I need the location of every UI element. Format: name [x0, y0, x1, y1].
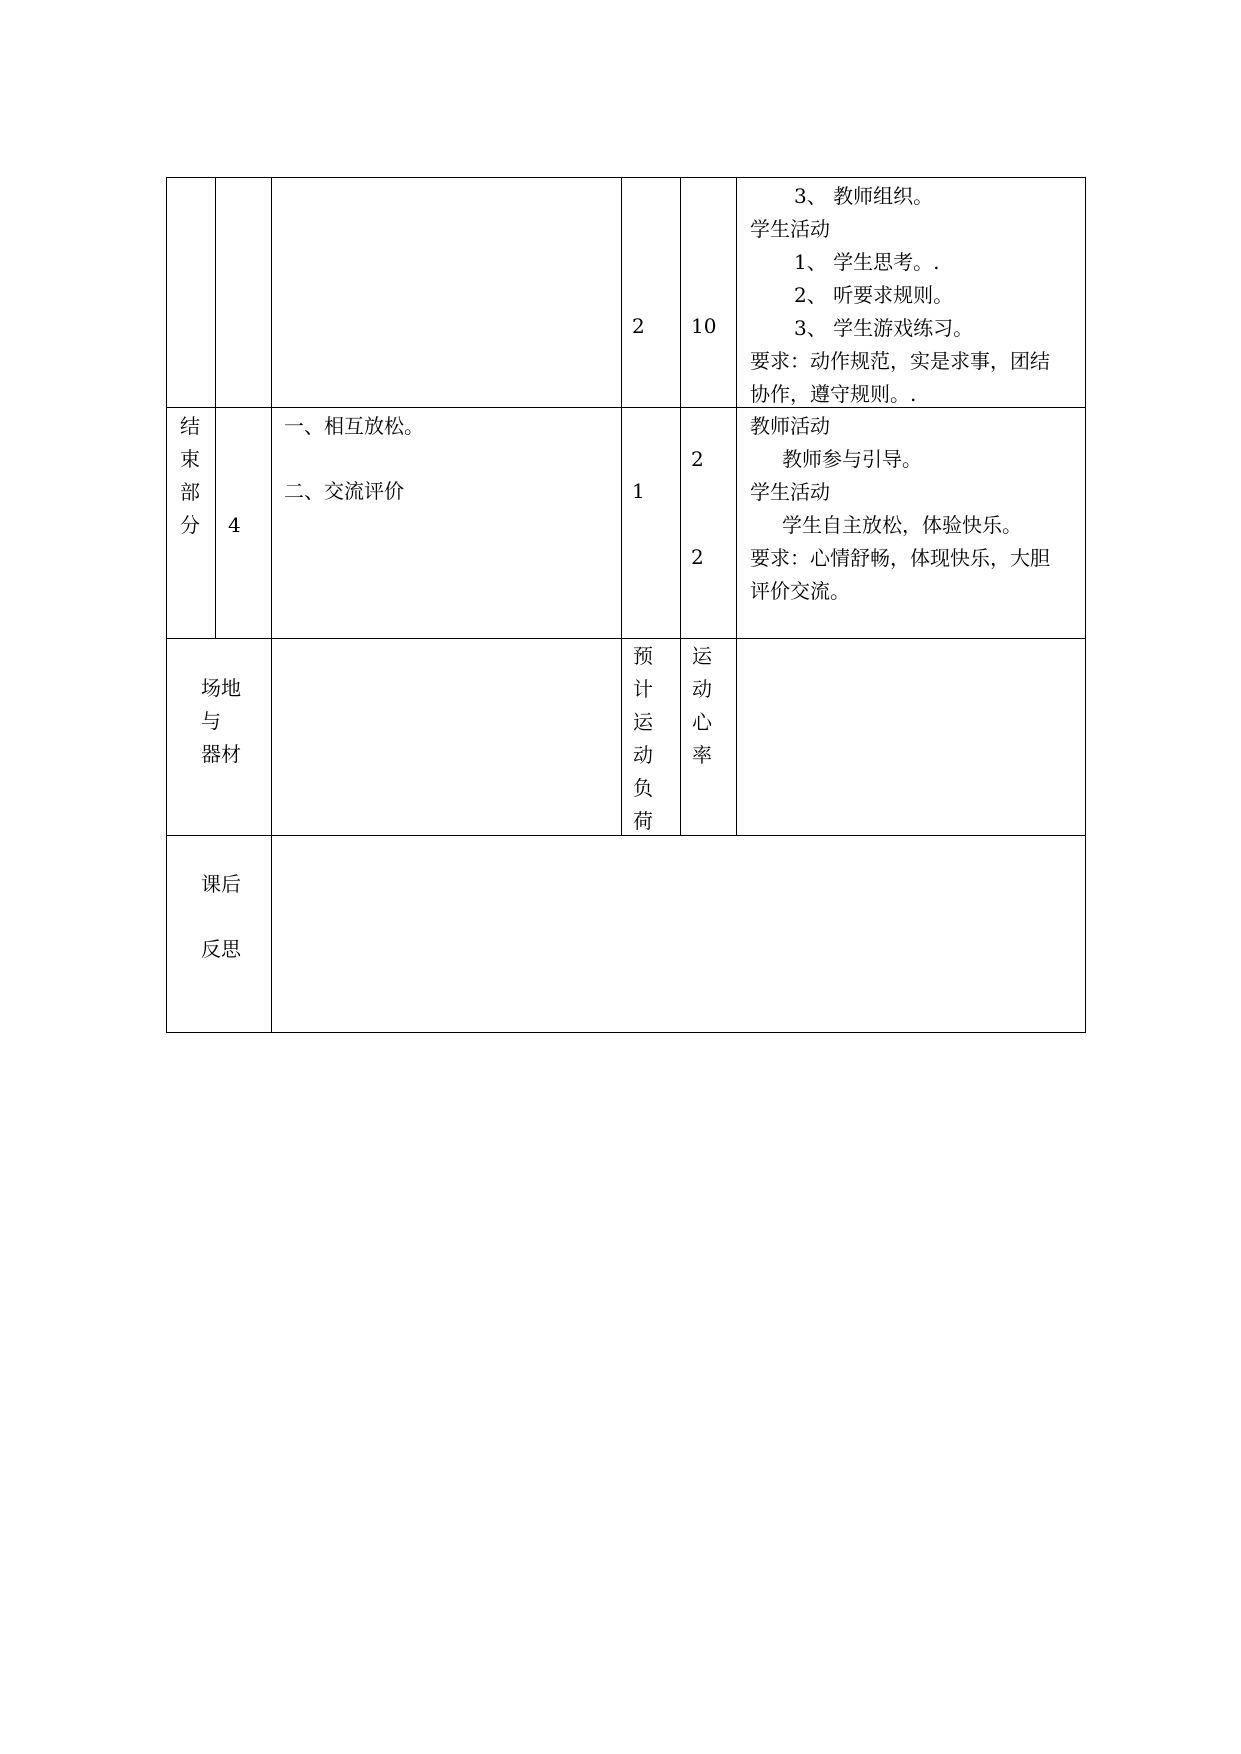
- end-minutes-1: 2: [691, 447, 704, 471]
- activity-line: 要求：动作规范，实是求事，团结: [750, 349, 1050, 373]
- heart-rate-label: 运 动 心 率: [692, 644, 712, 767]
- row1-activity-text: [750, 180, 1050, 411]
- end-content-2: 二、交流评价: [284, 479, 404, 503]
- row1-minutes: 10: [691, 314, 717, 338]
- end-count: 1: [632, 479, 645, 503]
- activity-line: 3、 学生游戏练习。: [794, 316, 974, 340]
- activity-line: 2、 听要求规则。: [794, 283, 954, 307]
- table-row-divider: [166, 835, 1086, 836]
- end-section-label: 结 束 部 分: [180, 414, 200, 537]
- activity-line: 学生活动: [750, 217, 830, 241]
- table-row-divider: [166, 638, 1086, 639]
- table-border-left: [166, 177, 167, 1033]
- table-border-bottom: [166, 1032, 1086, 1033]
- activity-line: 协作，遵守规则。.: [750, 382, 917, 406]
- venue-label: 场地 与 器材: [201, 676, 241, 766]
- reflection-label-1: 课后: [201, 872, 241, 896]
- table-column-divider: [215, 177, 216, 639]
- reflection-label-2: 反思: [201, 937, 241, 961]
- activity-line: 教师参与引导。: [782, 447, 922, 471]
- table-column-divider: [680, 177, 681, 836]
- end-section-minutes: 4: [228, 513, 241, 537]
- table-column-divider: [271, 177, 272, 1033]
- activity-line: 学生活动: [750, 480, 830, 504]
- table-column-divider: [736, 177, 737, 836]
- activity-line: 3、 教师组织。: [794, 184, 934, 208]
- activity-line: 评价交流。: [750, 579, 850, 603]
- table-border-top: [166, 177, 1086, 178]
- activity-line: 要求：心情舒畅，体现快乐，大胆: [750, 546, 1050, 570]
- activity-line: 教师活动: [750, 414, 830, 438]
- activity-line: 学生自主放松，体验快乐。: [782, 513, 1022, 537]
- activity-line: 1、 学生思考。.: [794, 250, 940, 274]
- row1-count: 2: [632, 314, 645, 338]
- table-border-right: [1085, 177, 1086, 1033]
- expected-load-label: 预 计 运 动 负 荷: [633, 644, 653, 833]
- table-column-divider: [621, 177, 622, 836]
- end-content-1: 一、相互放松。: [284, 414, 424, 438]
- end-minutes-2: 2: [691, 545, 704, 569]
- end-activity-text: [750, 410, 1050, 608]
